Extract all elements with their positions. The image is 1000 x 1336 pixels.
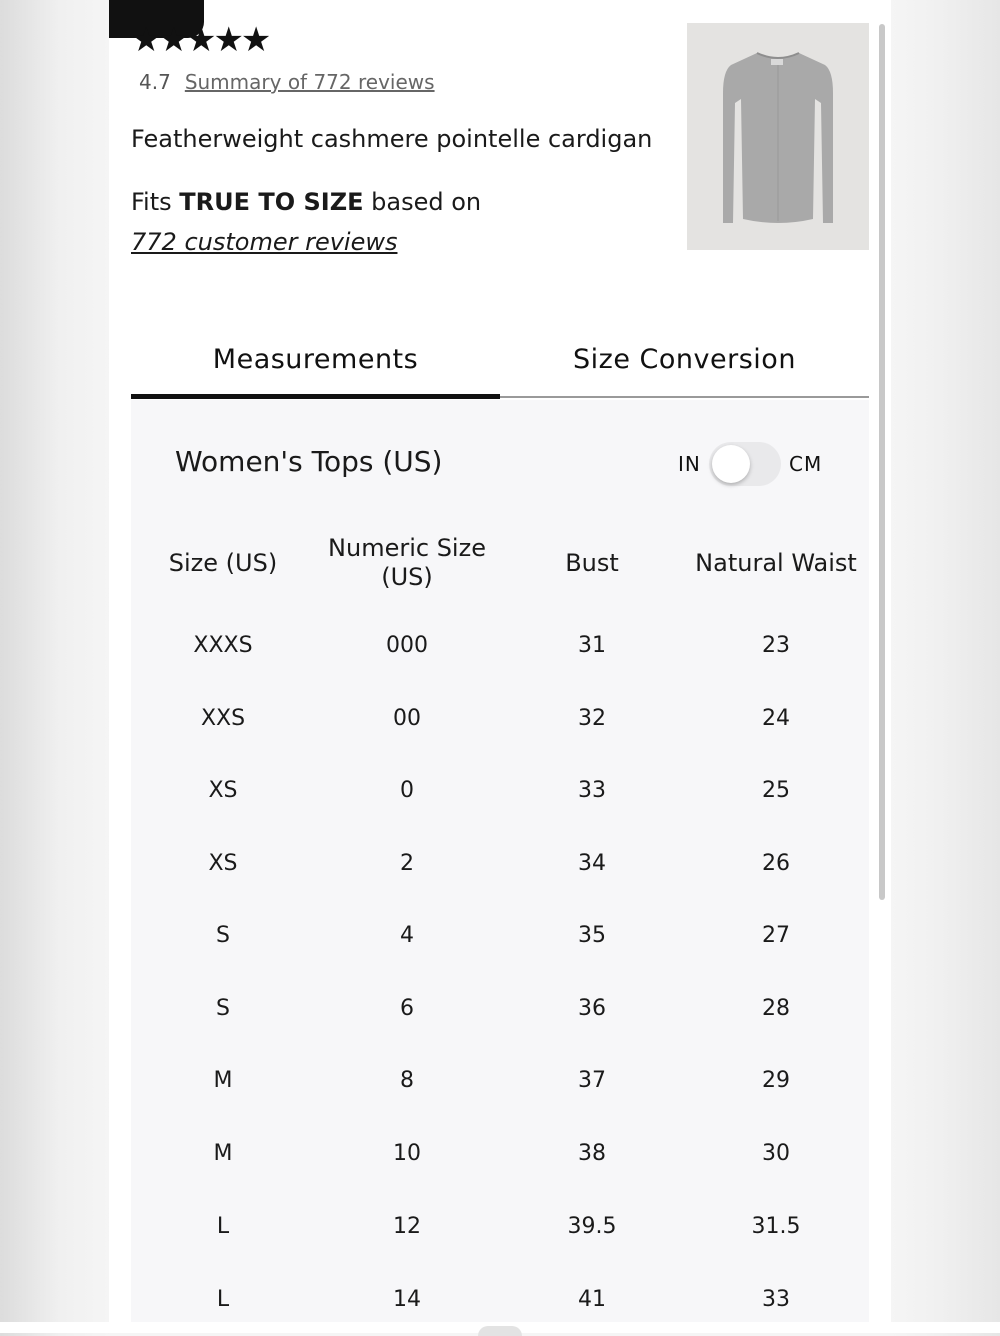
header-bust: Bust: [565, 548, 619, 577]
cell-numeric: 10: [393, 1141, 421, 1166]
active-tab-indicator: [131, 394, 500, 399]
summary-reviews-link[interactable]: Summary of 772 reviews: [184, 70, 435, 94]
tab-size-conversion[interactable]: Size Conversion: [573, 344, 796, 375]
size-chart: [131, 400, 869, 1322]
unit-toggle[interactable]: [709, 442, 781, 486]
cell-bust: 39.5: [567, 1214, 617, 1239]
home-indicator[interactable]: [478, 1326, 522, 1336]
cell-bust: 36: [578, 996, 606, 1021]
cell-numeric: 4: [400, 923, 414, 948]
rating-stars: ★★★★★: [131, 20, 269, 60]
scrollbar[interactable]: [879, 24, 885, 900]
fit-prefix: Fits: [131, 188, 172, 216]
cell-size: XS: [208, 778, 238, 803]
unit-label-in: IN: [678, 452, 701, 476]
cell-numeric: 2: [400, 851, 414, 876]
size-guide-tabs: [131, 330, 869, 400]
cell-numeric: 000: [386, 633, 428, 658]
rating-line: [139, 70, 435, 94]
header-numeric-size: Numeric Size (US): [328, 534, 486, 591]
cell-waist: 26: [762, 851, 790, 876]
table-row: [131, 1264, 869, 1322]
table-row: [131, 1191, 869, 1263]
cell-waist: 33: [762, 1287, 790, 1312]
cell-bust: 38: [578, 1141, 606, 1166]
size-guide-panel: [109, 0, 891, 1322]
cell-size: M: [213, 1141, 233, 1166]
cardigan-image: [687, 23, 869, 250]
unit-label-cm: CM: [789, 452, 823, 476]
cell-bust: 37: [578, 1068, 606, 1093]
cell-waist: 31.5: [751, 1214, 801, 1239]
fit-value: TRUE TO SIZE: [179, 188, 364, 216]
cell-numeric: 14: [393, 1287, 421, 1312]
cell-waist: 23: [762, 633, 790, 658]
cell-size: XXS: [200, 706, 246, 731]
table-row: [131, 1118, 869, 1190]
cell-waist: 25: [762, 778, 790, 803]
cell-numeric: 8: [400, 1068, 414, 1093]
cell-bust: 31: [578, 633, 606, 658]
cell-size: L: [216, 1287, 230, 1312]
cell-waist: 27: [762, 923, 790, 948]
cell-size: XS: [208, 851, 238, 876]
chart-title: Women's Tops (US): [175, 445, 443, 478]
product-name: Featherweight cashmere pointelle cardigan: [131, 125, 653, 153]
cell-numeric: 12: [393, 1214, 421, 1239]
header-natural-waist: Natural Waist: [695, 548, 857, 577]
cell-waist: 29: [762, 1068, 790, 1093]
tab-measurements[interactable]: Measurements: [212, 344, 419, 375]
cell-numeric: 00: [393, 706, 421, 731]
fit-summary: [131, 188, 481, 216]
rating-score: 4.7: [139, 70, 171, 94]
cell-bust: 34: [578, 851, 606, 876]
table-row: [131, 610, 869, 682]
cell-waist: 28: [762, 996, 790, 1021]
cell-numeric: 6: [400, 996, 414, 1021]
cell-waist: 24: [762, 706, 790, 731]
table-row: [131, 1045, 869, 1117]
cell-size: XXXS: [193, 633, 253, 658]
cell-size: S: [216, 923, 230, 948]
cell-size: M: [213, 1068, 233, 1093]
customer-reviews-link[interactable]: 772 customer reviews: [131, 228, 398, 256]
product-image: [687, 23, 869, 250]
cell-bust: 41: [578, 1287, 606, 1312]
table-row: [131, 828, 869, 900]
cell-bust: 35: [578, 923, 606, 948]
table-row: [131, 755, 869, 827]
table-row: [131, 683, 869, 755]
table-row: [131, 900, 869, 972]
cell-size: L: [216, 1214, 230, 1239]
cell-numeric: 0: [400, 778, 414, 803]
cell-bust: 32: [578, 706, 606, 731]
cell-bust: 33: [578, 778, 606, 803]
table-row: [131, 973, 869, 1045]
header-size-us: Size (US): [168, 548, 278, 577]
toggle-knob: [712, 445, 750, 483]
fit-suffix: based on: [371, 188, 482, 216]
cell-waist: 30: [762, 1141, 790, 1166]
cell-size: S: [216, 996, 230, 1021]
